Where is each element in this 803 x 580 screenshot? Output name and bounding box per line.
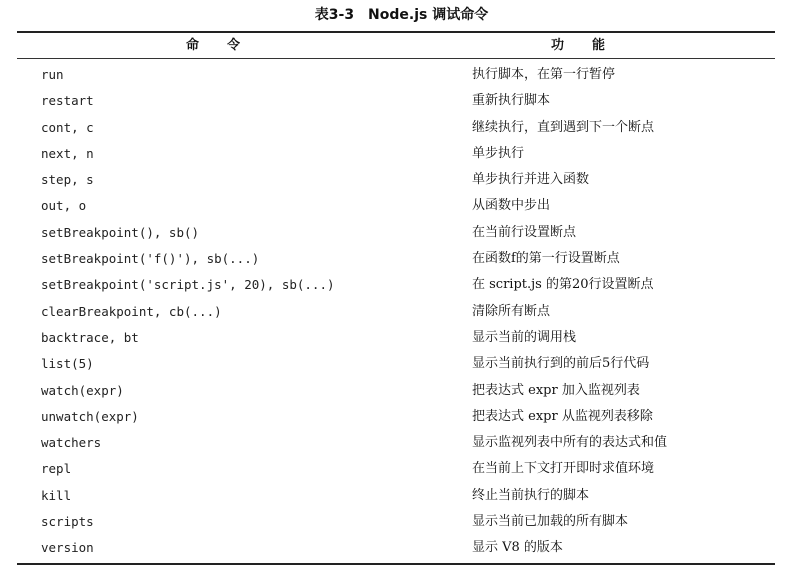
- function-cell: 把表达式 expr 从监视列表移除: [472, 408, 653, 424]
- function-cell: 显示 V8 的版本: [472, 540, 563, 556]
- command-cell: version: [41, 540, 94, 556]
- function-cell: 在函数f的第一行设置断点: [472, 251, 620, 267]
- command-cell: unwatch(expr): [41, 408, 139, 424]
- table-row: [0, 378, 803, 404]
- table-top-rule: [17, 31, 775, 33]
- function-cell: 执行脚本，在第一行暂停: [472, 67, 616, 82]
- function-cell: 显示监视列表中所有的表达式和值: [472, 435, 668, 451]
- command-cell: step, s: [41, 172, 94, 188]
- command-cell: repl: [41, 461, 72, 477]
- table-row: [0, 115, 803, 141]
- table-header-rule: [17, 58, 775, 59]
- command-cell: setBreakpoint('script.js', 20), sb(...): [41, 277, 335, 293]
- table-row: [0, 483, 803, 509]
- table-row: [0, 88, 803, 114]
- function-cell: 终止当前执行的脚本: [472, 487, 590, 503]
- function-cell: 把表达式 expr 加入监视列表: [472, 382, 640, 398]
- table-row: [0, 246, 803, 272]
- function-cell: 在当前上下文打开即时求值环境: [472, 461, 655, 477]
- command-cell: kill: [41, 487, 72, 503]
- table-row: [0, 193, 803, 219]
- column-header-command: 命令: [186, 38, 269, 53]
- function-cell: 继续执行，直到遇到下一个断点: [472, 119, 655, 135]
- command-cell: clearBreakpoint, cb(...): [41, 303, 222, 319]
- function-cell: 显示当前执行到的前后5行代码: [472, 356, 650, 372]
- command-cell: watch(expr): [41, 382, 124, 398]
- command-cell: run: [41, 67, 64, 82]
- column-header-function: 功能: [551, 38, 634, 53]
- table-row: [0, 62, 803, 88]
- table-row: [0, 535, 803, 561]
- function-cell: 在当前行设置断点: [472, 224, 577, 240]
- table-bottom-rule: [17, 563, 775, 565]
- command-cell: list(5): [41, 356, 94, 372]
- function-cell: 单步执行并进入函数: [472, 172, 590, 188]
- command-cell: scripts: [41, 514, 94, 530]
- table-row: [0, 325, 803, 351]
- command-cell: cont, c: [41, 119, 94, 135]
- table-row: [0, 456, 803, 482]
- table-row: [0, 272, 803, 298]
- command-cell: restart: [41, 93, 94, 109]
- table-row: [0, 509, 803, 535]
- function-cell: 单步执行: [472, 145, 525, 161]
- table-row: [0, 299, 803, 325]
- command-cell: setBreakpoint(), sb(): [41, 224, 200, 240]
- function-cell: 显示当前已加载的所有脚本: [472, 514, 629, 530]
- command-cell: backtrace, bt: [41, 329, 139, 345]
- table-row: [0, 167, 803, 193]
- command-cell: out, o: [41, 198, 87, 214]
- function-cell: 显示当前的调用栈: [472, 329, 577, 345]
- table-row: [0, 220, 803, 246]
- command-cell: setBreakpoint('f()'), sb(...): [41, 251, 260, 267]
- table-row: [0, 404, 803, 430]
- table-caption: 表3-3 Node.js 调试命令: [314, 7, 489, 23]
- command-cell: watchers: [41, 435, 102, 451]
- function-cell: 重新执行脚本: [472, 93, 551, 109]
- function-cell: 从函数中步出: [472, 198, 551, 214]
- command-cell: next, n: [41, 145, 94, 161]
- function-cell: 在 script.js 的第20行设置断点: [472, 277, 654, 293]
- table-row: [0, 141, 803, 167]
- table-row: [0, 351, 803, 377]
- function-cell: 清除所有断点: [472, 303, 551, 319]
- table-row: [0, 430, 803, 456]
- table-body: [0, 62, 803, 562]
